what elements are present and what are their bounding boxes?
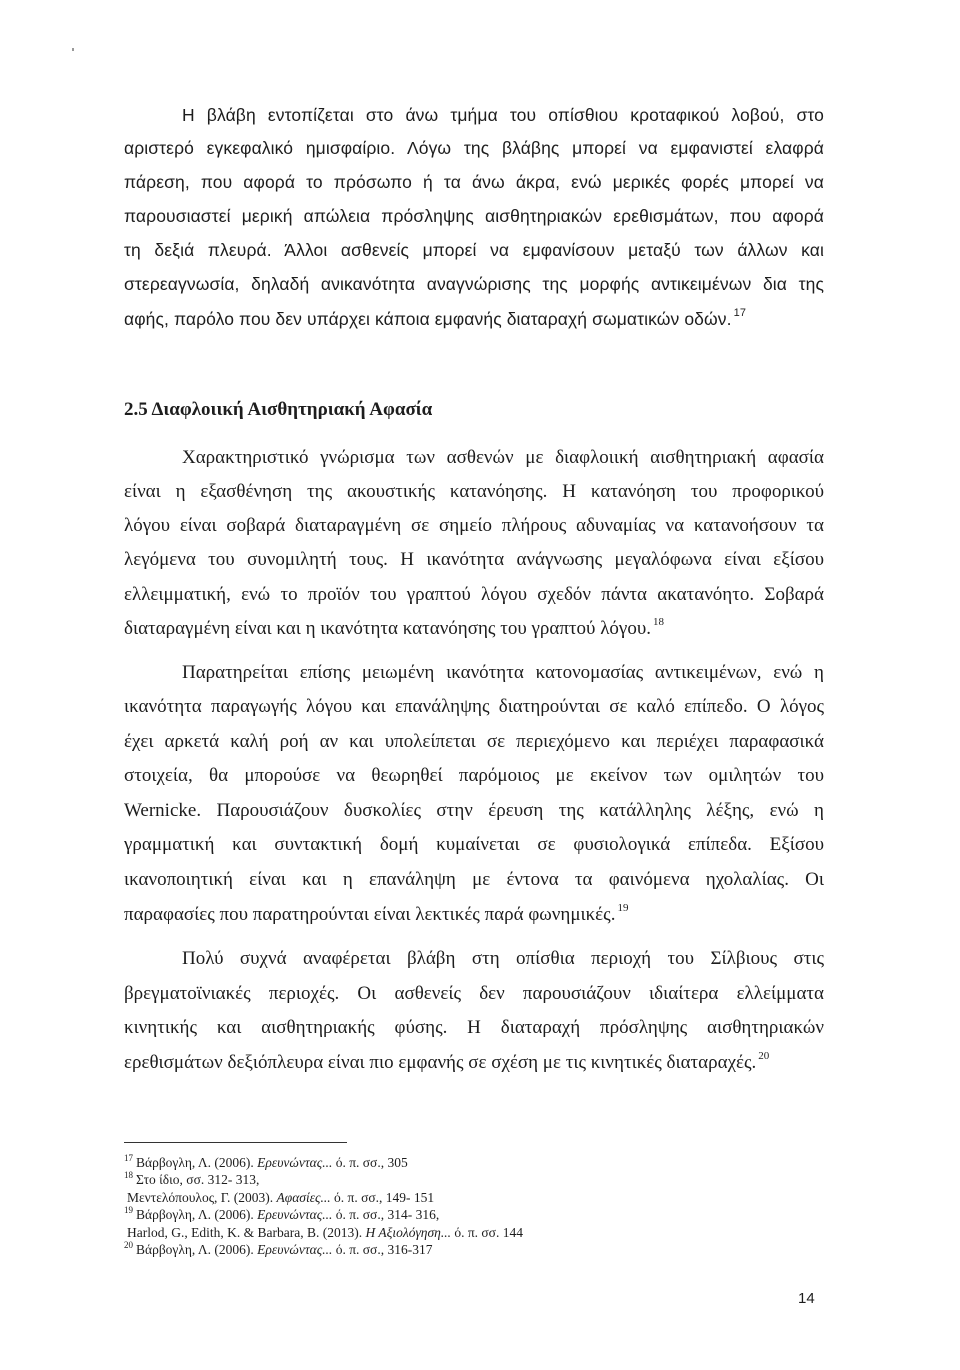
body-line: αριστερό εγκεφαλικό ημισφαίριο. Λόγω της βλάβης μπορεί να εμφανιστεί ελαφρά	[124, 138, 824, 158]
page-number: 14	[798, 1290, 815, 1307]
footnote-ref: 20	[758, 1050, 770, 1062]
footnote: $^{18}$ Στο ίδιο, σσ. 312- 313,	[124, 1170, 260, 1187]
body-line: τη δεξιά πλευρά. Άλλοι ασθενείς μπορεί να εμφανίσουν μεταξύ των άλλων και	[124, 240, 824, 260]
body-line: ικανότητα παραγωγής λόγου και επανάληψης διατηρούνται σε καλό επίπεδο. Ο λόγος	[124, 696, 824, 717]
body-line: στοιχεία, θα μπορούσε να θεωρηθεί παρόμοιος με εκείνον των ομιλητών του	[124, 765, 824, 786]
footnote-ref: 18	[652, 616, 664, 628]
body-line: έχει αρκετά καλή ροή αν και υπολείπεται σε περιεχόμενο και περιέχει παραφασικά	[124, 731, 824, 752]
body-line: ικανοποιητική είναι και η επανάληψη με έντονα τα φαινόμενα ηχολαλίας. Οι	[124, 869, 824, 890]
body-line: στερεαγνωσία, δηλαδή ανικανότητα αναγνώρισης της μορφής αντικειμένων δια της	[124, 274, 824, 294]
body-line: Παρατηρείται επίσης μειωμένη ικανότητα κατονομασίας αντικειμένων, ενώ η	[182, 662, 824, 683]
body-line: λεγόμενα του συνομιλητή τους. Η ικανότητα ανάγνωσης μεγαλόφωνα είναι εξίσου	[124, 549, 824, 570]
footnote: Harlod, G., Edith, K. & Barbara, B. (2013). Η Αξιολόγηση... ό. π. σσ. 144	[127, 1225, 523, 1240]
body-line: αφής, παρόλο που δεν υπάρχει κάποια εμφανής διαταραχή σωματικών οδών. $^{17}$	[124, 307, 747, 329]
body-line: ερεθισμάτων δεξιόπλευρα είναι πιο εμφανής σε σχέση με τις κινητικές διαταραχές. $^{20}$	[124, 1050, 770, 1073]
footnote: $^{20}$ Βάρβογλη, Λ. (2006). Ερευνώντας... ό. π. σσ., 316-317	[124, 1240, 433, 1257]
body-line: παραφασίες που παρατηρούνται είναι λεκτικές παρά φωνημικές. $^{19}$	[124, 902, 629, 925]
footnote: $^{19}$ Βάρβογλη, Λ. (2006). Ερευνώντας... ό. π. σσ., 314- 316,	[124, 1205, 440, 1222]
footnote-ref: 17	[733, 307, 747, 319]
body-line: είναι η εξασθένηση της ακουστικής κατανόησης. Η κατανόηση του προφορικού	[124, 481, 824, 502]
body-line: ελλειμματική, ενώ το προϊόν του γραπτού λόγου σχεδόν πάντα ακατανόητο. Σοβαρά	[124, 584, 824, 605]
footnote-separator	[124, 1142, 347, 1143]
body-line: γραμματική και συντακτική δομή κυμαίνεται σε φυσιολογικά επίπεδα. Εξίσου	[124, 834, 824, 855]
body-line: Η βλάβη εντοπίζεται στο άνω τμήμα του οπίσθιου κροταφικού λοβού, στο	[182, 105, 824, 125]
footnote: Μεντελόπουλος, Γ. (2003). Αφασίες... ό. π. σσ., 149- 151	[127, 1190, 435, 1205]
body-line: βρεγματοϊνιακές περιοχές. Οι ασθενείς δεν παρουσιάζουν ιδιαίτερα ελλείμματα	[124, 983, 824, 1004]
section-heading: 2.5 Διαφλοιική Αισθητηριακή Αφασία	[124, 399, 433, 420]
body-line: Πολύ συχνά αναφέρεται βλάβη στη οπίσθια περιοχή του Σίλβιους στις	[182, 948, 824, 969]
body-line: διαταραγμένη είναι και η ικανότητα κατανόησης του γραπτού λόγου. $^{18}$	[124, 616, 664, 639]
footnote: $^{17}$ Βάρβογλη, Λ. (2006). Ερευνώντας... ό. π. σσ., 305	[124, 1153, 408, 1170]
body-line: λόγου είναι σοβαρά διαταραγμένη σε σημείο πλήρους αδυναμίας να κατανοήσουν τα	[124, 515, 824, 536]
body-line: κινητικής και αισθητηριακής φύσης. Η διαταραχή πρόσληψης αισθητηριακών	[124, 1017, 824, 1038]
footnote-ref: 19	[617, 902, 629, 914]
body-line: Wernicke. Παρουσιάζουν δυσκολίες στην έρευση της κατάλληλης λέξης, ενώ η	[124, 800, 824, 821]
scan-speck	[72, 48, 74, 51]
body-line: Χαρακτηριστικό γνώρισμα των ασθενών με διαφλοιική αισθητηριακή αφασία	[182, 447, 824, 468]
body-line: πάρεση, που αφορά το πρόσωπο ή τα άνω άκρα, ενώ μερικές φορές μπορεί να	[124, 172, 824, 192]
body-line: παρουσιαστεί μερική απώλεια πρόσληψης αισθητηριακών ερεθισμάτων, που αφορά	[124, 206, 824, 226]
